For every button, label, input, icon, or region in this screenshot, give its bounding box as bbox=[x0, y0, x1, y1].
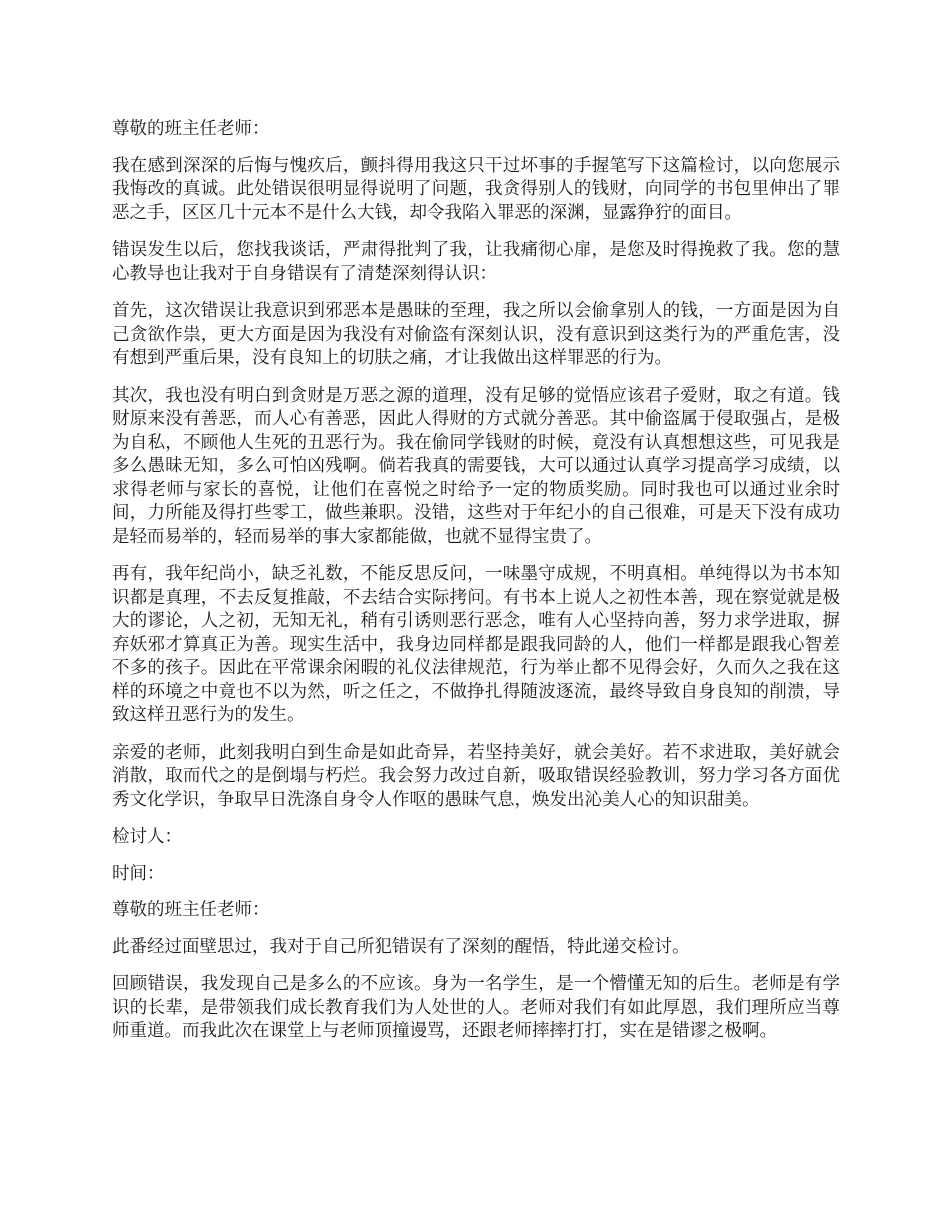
paragraph-intro: 我在感到深深的后悔与愧疚后，颤抖得用我这只干过坏事的手握笔写下这篇检讨，以向您展示我悔改的真诚。此处错误很明显得说明了问题，我贪得别人的钱财，向同学的书包里伸出了罪恶之手，区区几十元本不是什么大钱，却令我陷入罪恶的深渊，显露狰狞的面目。 bbox=[112, 155, 840, 223]
paragraph-reflection: 此番经过面壁思过，我对于自己所犯错误有了深刻的醒悟，特此递交检讨。 bbox=[112, 936, 690, 957]
paragraph-first: 首先，这次错误让我意识到邪恶本是愚昧的至理，我之所以会偷拿别人的钱，一方面是因为自己贪欲作祟，更大方面是因为我没有对偷盗有深刻认识，没有意识到这类行为的严重危害，没有想到严重后果，没有良知上的切肤之痛，才让我做出这样罪恶的行为。 bbox=[112, 301, 840, 368]
paragraph-closing: 亲爱的老师，此刻我明白到生命是如此奇异，若坚持美好，就会美好。若不求进取，美好就会消散，取而代之的是倒塌与朽烂。我会努力改过自新，吸取错误经验教训，努力学习各方面优秀文化学识，争取早日洗涤自身令人作呕的愚昧气息，焕发出沁美人心的知识甜美。 bbox=[112, 742, 840, 810]
paragraph-second: 其次，我也没有明白到贪财是万恶之源的道理，没有足够的觉悟应该君子爱财，取之有道。钱财原来没有善恶，而人心有善恶，因此人得财的方式就分善恶。其中偷盗属于侵取强占，是极为自私，不顾他人生死的丑恶行为。我在偷同学钱财的时候，竟没有认真想想这些，可见我是多么愚昧无知，多么可怕凶残啊。倘若我真的需要钱，大可以通过认真学习提高学习成绩，以求得老师与家长的喜悦，让他们在喜悦之时给予一定的物质奖励。同时我也可以通过业余时间，力所能及得打些零工，做些兼职。没错，这些对于年纪小的自己很难，可是天下没有成功是轻而易举的，轻而易举的事大家都能做，也就不显得宝贵了。 bbox=[112, 385, 840, 547]
document-body bbox=[112, 118, 840, 1058]
signature-label: 检讨人： bbox=[112, 827, 182, 847]
salutation-2: 尊敬的班主任老师： bbox=[112, 900, 270, 920]
salutation: 尊敬的班主任老师： bbox=[112, 119, 270, 139]
date-label: 时间： bbox=[112, 863, 165, 884]
paragraph-talk: 错误发生以后，您找我谈话，严肃得批判了我，让我痛彻心扉，是您及时得挽救了我。您的慧心教导也让我对于自身错误有了清楚深刻得认识： bbox=[112, 240, 840, 284]
paragraph-review: 回顾错误，我发现自己是多么的不应该。身为一名学生，是一个懵懂无知的后生。老师是有学识的长辈，是带领我们成长教育我们为人处世的人。老师对我们有如此厚恩，我们理所应当尊师重道。而我此次在课堂上与老师顶撞谩骂，还跟老师摔摔打打，实在是错谬之极啊。 bbox=[112, 974, 840, 1041]
paragraph-third: 再有，我年纪尚小，缺乏礼数，不能反思反问，一味墨守成规，不明真相。单纯得以为书本知识都是真理，不去反复推敲，不去结合实际拷问。有书本上说人之初性本善，现在察觉就是极大的谬论，人之初，无知无礼，稍有引诱则恶行恶念，唯有人心坚持向善，努力求学进取，摒弃妖邪才算真正为善。现实生活中，我身边同样都是跟我同龄的人，他们一样都是跟我心智差不多的孩子。因此在平常课余闲暇的礼仪法律规范，行为举止都不见得会好，久而久之我在这样的环境之中竟也不以为然，听之任之，不做挣扎得随波逐流，最终导致自身良知的削溃，导致这样丑恶行为的发生。 bbox=[112, 564, 840, 725]
